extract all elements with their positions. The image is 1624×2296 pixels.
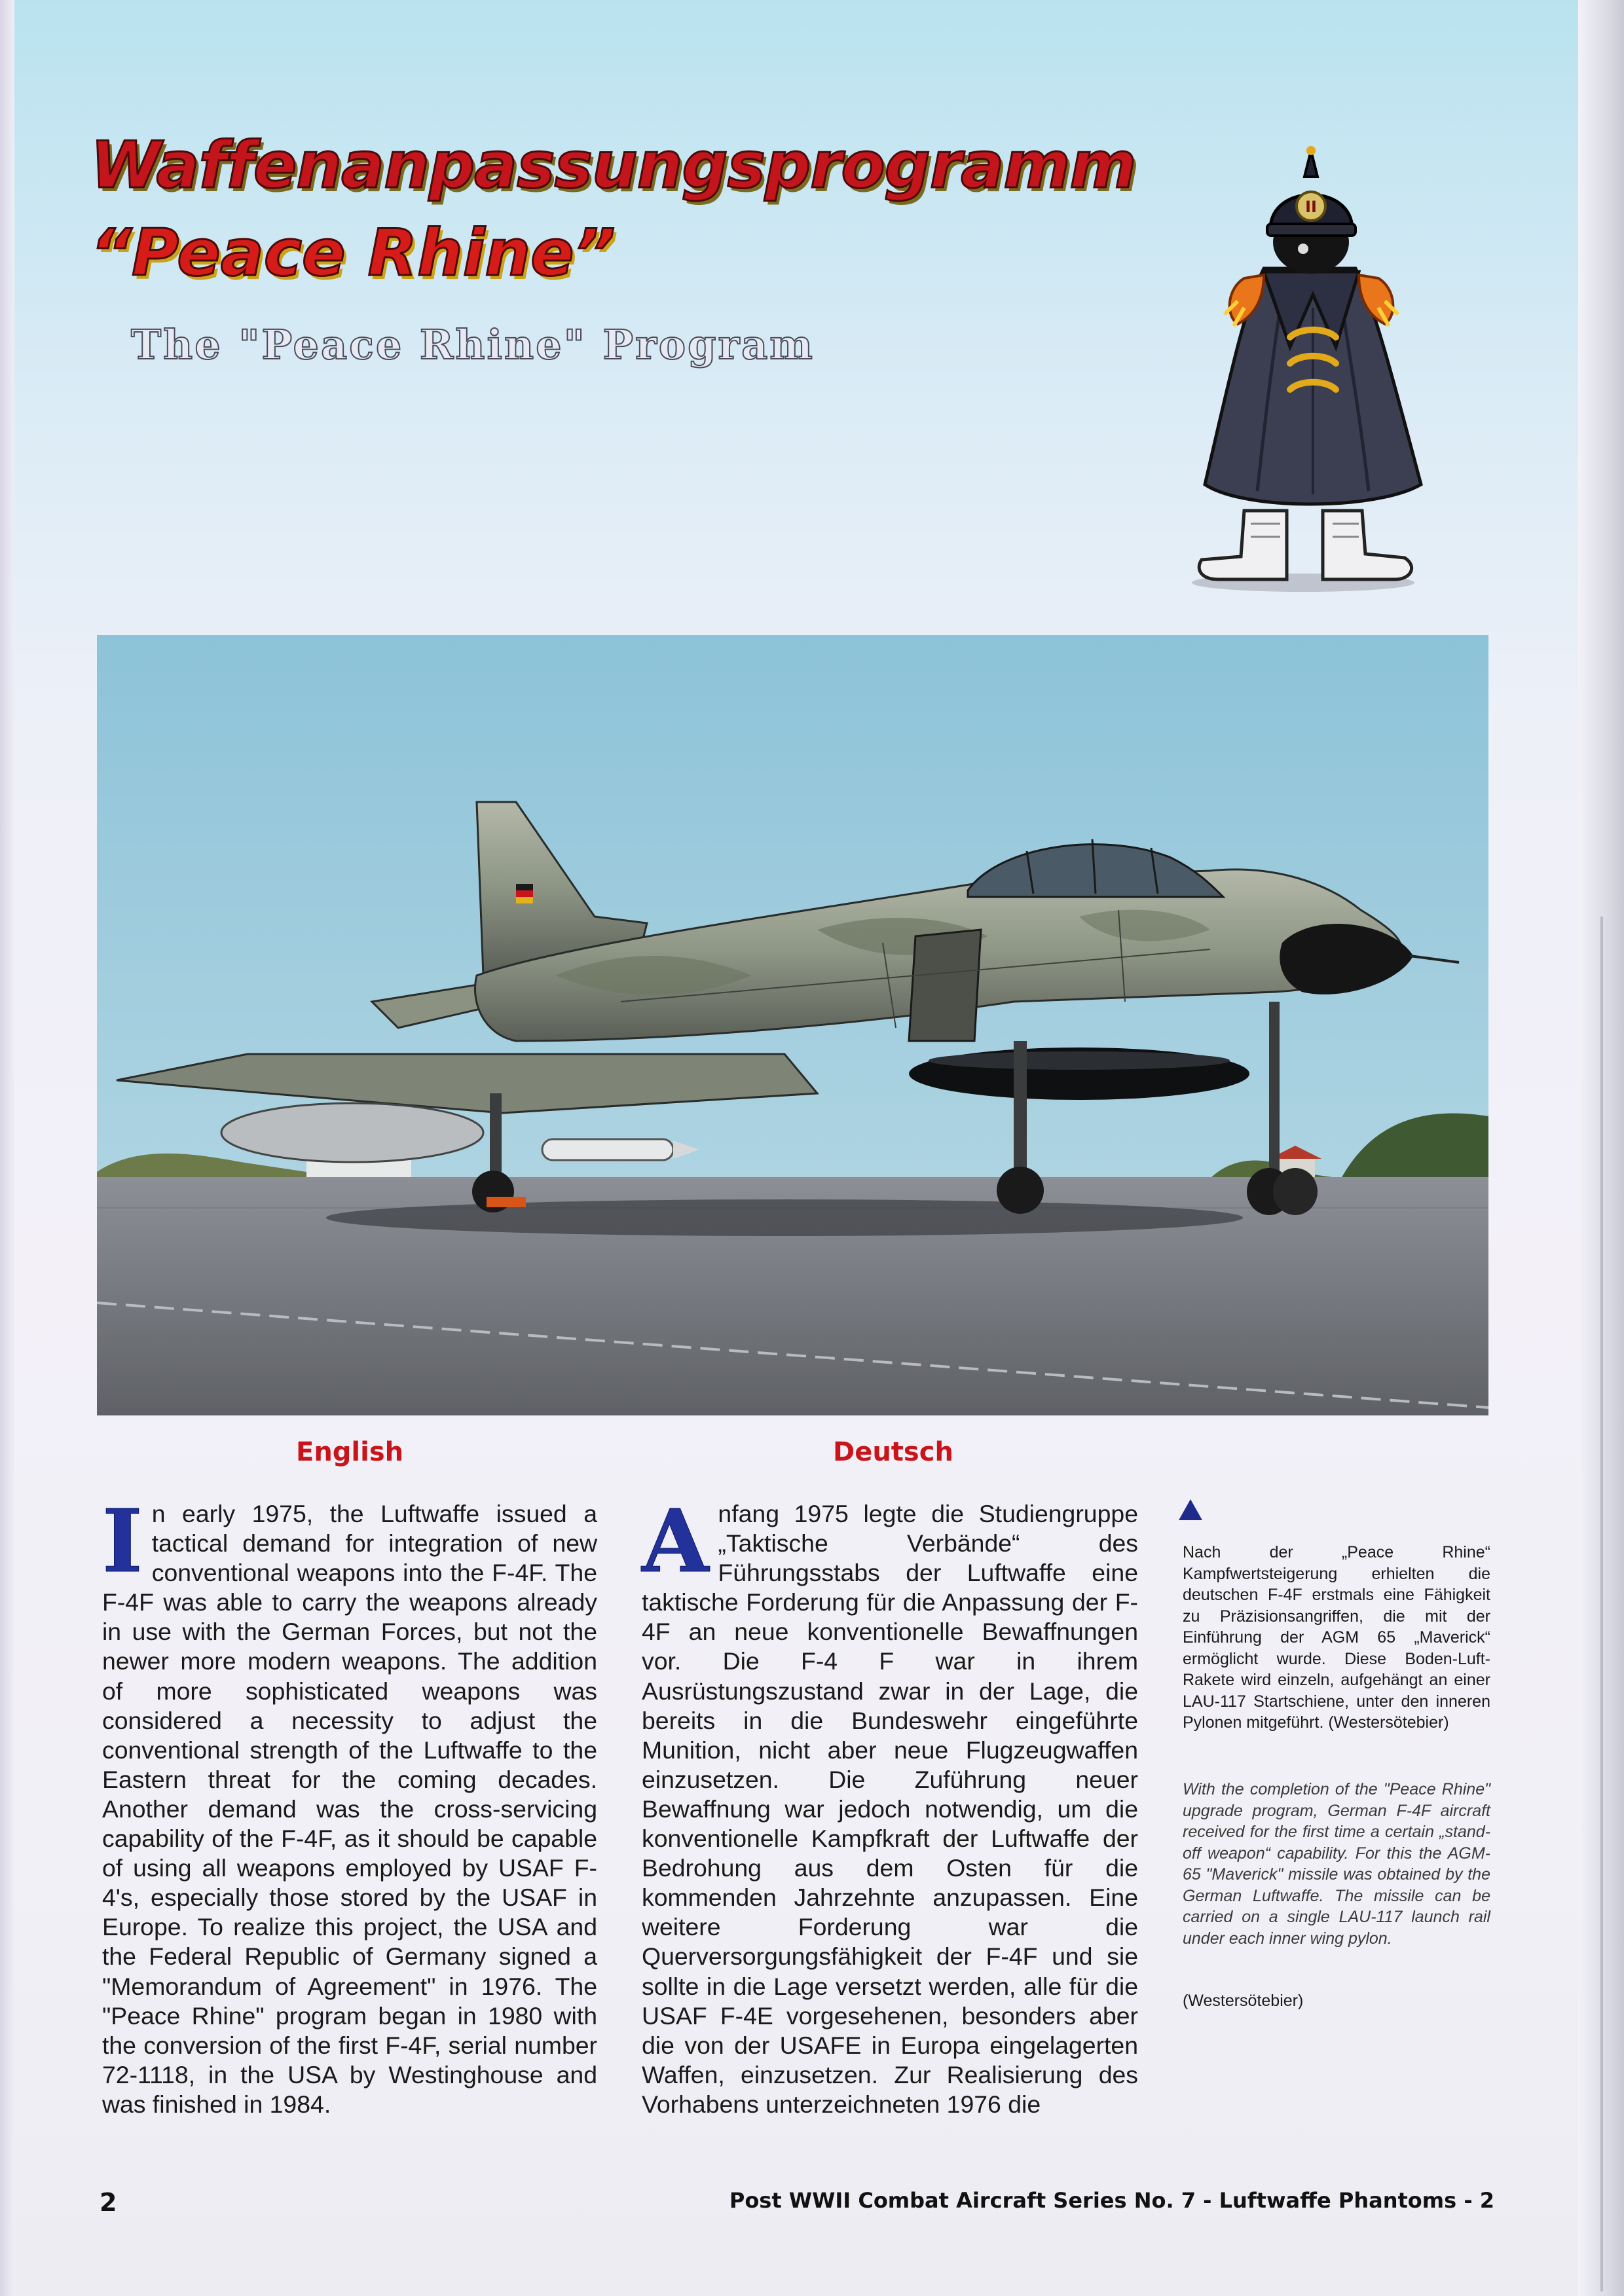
mascot-illustration — [1166, 137, 1473, 596]
title-german-line-2: “Peace Rhine” — [90, 216, 616, 291]
english-body-text: n early 1975, the Luftwaffe issued a tactical demand for integration of new conventional weapons into the F-4F. The F-4F was able to carry the weapons already in use with the German Forces, but not the newer more modern weapons. The addition of more sophisticated weapons was considered a necessity to adjust the conventional strength of the Luftwaffe to the Eastern threat for the coming decades. Another demand was the cross-servicing capability of the F-4F, as it should be capable of using all weapons employed by USAF F-4's, especially those stored by the USAF in Europe. To realize this project, the USA and the Federal Republic of Germany signed a "Memorandum of Agreement" in 1976. The "Peace Rhine" program began in 1980 with the conversion of the first F-4F, serial number 72-1118, in the USA by Westinghouse and was finished in 1984. — [102, 1500, 597, 2118]
helmet-badge: II — [1305, 198, 1317, 216]
page-number: 2 — [100, 2188, 117, 2217]
caption-credit: (Westersötebier) — [1183, 1992, 1304, 2010]
english-column — [102, 1491, 597, 2119]
page-left-edge — [0, 0, 14, 2296]
english-heading: English — [296, 1437, 404, 1467]
page-right-edge — [1578, 0, 1624, 2296]
caption-english: With the completion of the "Peace Rhine" upgrade program, German F-4F aircraft received for the first time a certain „stand-off weapon“ capability. For this the AGM-65 "Maverick" missile was obtained by the German Luftwaffe. The missile can be carried on a single LAU-117 launch rail under each inner wing pylon. — [1183, 1780, 1490, 1948]
english-dropcap: I — [102, 1491, 143, 1592]
deutsch-column — [642, 1491, 1138, 2119]
caption-pointer-icon — [1179, 1499, 1202, 1520]
series-footer: Post WWII Combat Aircraft Series No. 7 - Luftwaffe Phantoms - 2 — [729, 2188, 1494, 2213]
deutsch-dropcap: A — [642, 1491, 709, 1592]
deutsch-body-text: nfang 1975 legte die Studiengruppe „Taktische Verbände“ des Führungsstabs der Luftwaffe eine taktische Forderung für die Anpassung der F-4F an neue konventionelle Bewaffnungen vor. Die F-4 F war in ihrem Ausrüstungszustand zwar in der Lage, die bereits in die Bundeswehr eingeführte Munition, nicht aber neue Flugzeugwaffen einzusetzen. Die Zuführung neuer Bewaffnung war jedoch notwendig, um die konventionelle Kampfkraft der Luftwaffe der Bedrohung aus dem Osten für die kommenden Jahrzehnte anzupassen. Eine weitere Forderung war die Querversorgungsfähigkeit der F-4F und sie sollte in die Lage versetzt werden, alle für die USAF F-4E vorgesehenen, besonders aber die von der USAFE in Europa eingelagerten Waffen, einzusetzen. Zur Realisierung des Vorhabens unterzeichneten 1976 die — [642, 1500, 1138, 2118]
title-german-line-1: Waffenanpassungsprogramm — [90, 128, 1136, 203]
caption-german: Nach der „Peace Rhine“ Kampfwertsteigerung erhielten die deutschen F-4F erstmals eine Fähigkeit zu Präzisionsangriffen, die mit der Einführung der AGM 65 „Maverick“ ermöglicht wurde. Diese Boden-Luft-Rakete wird einzeln, aufgehängt an einer LAU-117 Startschiene, unter den inneren Pylonen mitgeführt. (Westersötebier) — [1183, 1543, 1490, 1732]
title-english: The "Peace Rhine" Program — [131, 321, 815, 369]
deutsch-heading: Deutsch — [833, 1437, 953, 1467]
f4f-phantom-photo — [97, 635, 1488, 1415]
